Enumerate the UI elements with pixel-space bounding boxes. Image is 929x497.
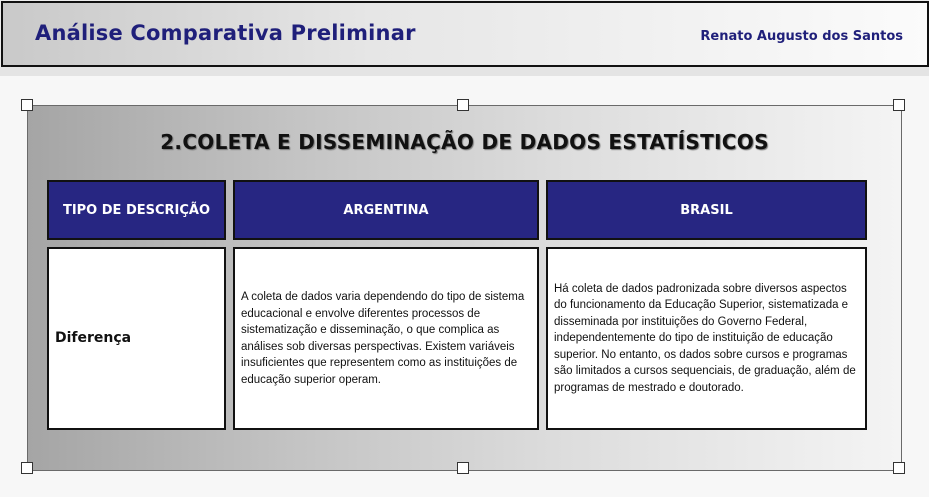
table-cell-argentina [233,247,539,430]
cell-text-argentina: A coleta de dados varia dependendo do tipo de sistema educacional e envolve diferentes processos de sistematização e disseminação, o que complica as análises sob diversas perspectivas. Existem variáveis insuficientes que representem como as instituições de educação superior operam. [241,291,525,386]
cell-text-brasil: Há coleta de dados padronizada sobre diversos aspectos do funcionamento da Educação Superior, sistematizada e disseminada por instituições do Governo Federal, independentemente do tipo de instituição de educação superior. No entanto, os dados sobre cursos e programas são limitados a cursos sequenciais, de graduação, além de programas de mestrado e doutorado. [554,282,856,394]
table-row-label-cell [47,247,226,430]
slide-title: 2.COLETA E DISSEMINAÇÃO DE DADOS ESTATÍSTICOS [160,130,769,154]
resize-handle-top-center[interactable] [457,99,469,111]
row-label: Diferença [55,330,132,347]
page-title: Análise Comparativa Preliminar [35,21,416,45]
author-name: Renato Augusto dos Santos [700,29,903,44]
resize-handle-bottom-left[interactable] [21,462,33,474]
table-header-brasil: BRASIL [546,180,867,240]
table-header-argentina: ARGENTINA [233,180,539,240]
header-separator [0,67,929,76]
slide-frame[interactable] [27,105,902,471]
header-bar [1,1,929,67]
table-header-tipo: TIPO DE DESCRIÇÃO [47,180,226,240]
table-cell-brasil [546,247,867,430]
resize-handle-top-left[interactable] [21,99,33,111]
resize-handle-bottom-right[interactable] [893,462,905,474]
resize-handle-bottom-center[interactable] [457,462,469,474]
resize-handle-top-right[interactable] [893,99,905,111]
